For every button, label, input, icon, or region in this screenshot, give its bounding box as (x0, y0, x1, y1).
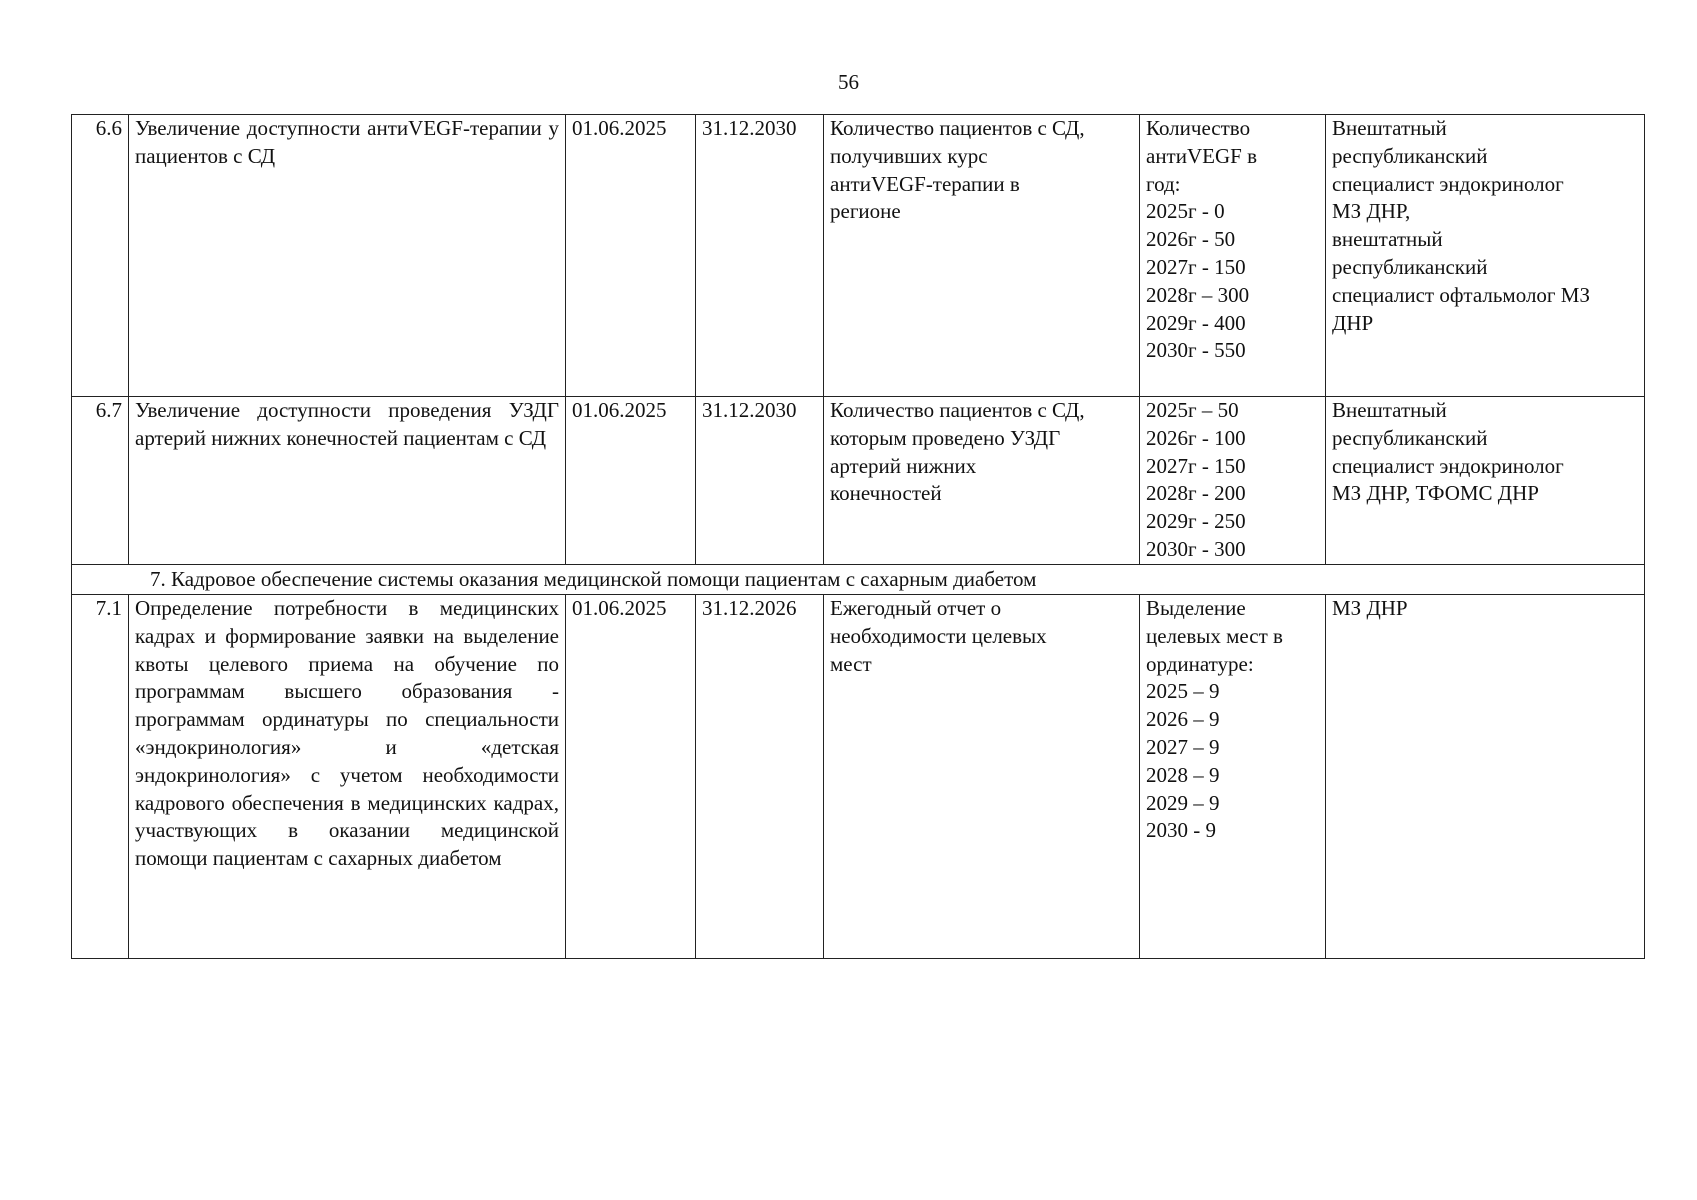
value-line: 2027г - 150 (1146, 453, 1246, 478)
value-line: 2026г - 50 (1146, 227, 1236, 252)
section-header-row (72, 565, 1645, 595)
responsible-line: республиканский (1332, 143, 1488, 168)
value-line: 2030 - 9 (1146, 818, 1216, 843)
responsible-line: МЗ ДНР, (1332, 199, 1411, 224)
value-line: 2025г – 50 (1146, 398, 1239, 422)
indicator-line: Ежегодный отчет о (830, 596, 1002, 620)
target-values-cell (1140, 115, 1326, 397)
start-date: 01.06.2025 (566, 115, 696, 397)
indicator-line: антиVEGF-терапии в (830, 171, 1020, 196)
value-line: 2029 – 9 (1146, 790, 1220, 815)
responsible-line: специалист офтальмолог МЗ (1332, 282, 1590, 307)
indicator-line: Количество пациентов с СД, (830, 116, 1085, 140)
indicator-line: получивших курс (830, 143, 988, 168)
value-line: 2027г - 150 (1146, 254, 1246, 279)
indicator-line: артерий нижних (830, 453, 977, 478)
section-title: 7. Кадровое обеспечение системы оказания медицинской помощи пациентам с сахарным диабетом (72, 565, 1645, 595)
page-number: 56 (838, 70, 859, 94)
value-line: 2029г - 400 (1146, 310, 1246, 335)
start-date: 01.06.2025 (566, 397, 696, 565)
end-date: 31.12.2030 (696, 115, 824, 397)
measure-name: Увеличение доступности проведения УЗДГ артерий нижних конечностей пациентам с СД (129, 397, 566, 565)
responsible-line: внештатный (1332, 227, 1443, 252)
responsible-line: специалист эндокринолог (1332, 453, 1564, 478)
value-line: 2030г - 300 (1146, 536, 1246, 561)
responsible-line: ДНР (1332, 310, 1374, 335)
measures-table (71, 114, 1645, 959)
responsible-cell (1326, 115, 1645, 397)
value-line: целевых мест в (1146, 623, 1283, 648)
start-date: 01.06.2025 (566, 595, 696, 959)
row-number: 6.7 (72, 397, 129, 565)
value-line: 2028г – 300 (1146, 282, 1250, 307)
measure-name: Определение потребности в медицинских кадрах и формирование заявки на выделение квоты целевого приема на обучение по программам высшего образования - программам ординатуры по специальности «эндокринология» и «детская эндокринология» с учетом необходимости кадрового обеспечения в медицинских кадрах, участвующих в оказании медицинской помощи пациентам с сахарных диабетом (129, 595, 566, 959)
responsible-line: республиканский (1332, 254, 1488, 279)
responsible-cell (1326, 397, 1645, 565)
table-row (72, 397, 1645, 565)
indicator-line: конечностей (830, 481, 942, 506)
responsible-line: МЗ ДНР, ТФОМС ДНР (1332, 481, 1539, 506)
value-line: 2026 – 9 (1146, 707, 1220, 732)
responsible-cell (1326, 595, 1645, 959)
value-line: 2025 – 9 (1146, 679, 1220, 704)
responsible-line: МЗ ДНР (1332, 596, 1408, 620)
value-line: 2026г - 100 (1146, 425, 1246, 450)
indicator-line: необходимости целевых (830, 623, 1047, 648)
value-line: антиVEGF в (1146, 143, 1257, 168)
indicator-cell (824, 397, 1140, 565)
row-number: 6.6 (72, 115, 129, 397)
responsible-line: Внештатный (1332, 116, 1447, 140)
indicator-line: Количество пациентов с СД, (830, 398, 1085, 422)
responsible-line: Внештатный (1332, 398, 1447, 422)
measure-name: Увеличение доступности антиVEGF-терапии у пациентов с СД (129, 115, 566, 397)
responsible-line: республиканский (1332, 425, 1488, 450)
indicator-line: регионе (830, 199, 901, 224)
value-line: 2028г - 200 (1146, 481, 1246, 506)
value-line: ординатуре: (1146, 651, 1254, 676)
value-line: год: (1146, 171, 1181, 196)
table-row (72, 115, 1645, 397)
indicator-cell (824, 115, 1140, 397)
end-date: 31.12.2030 (696, 397, 824, 565)
target-values-cell (1140, 397, 1326, 565)
value-line: 2029г - 250 (1146, 509, 1246, 534)
value-line: 2027 – 9 (1146, 734, 1220, 759)
indicator-line: мест (830, 651, 872, 676)
indicator-line: которым проведено УЗДГ (830, 425, 1061, 450)
table-row (72, 595, 1645, 959)
value-line: 2030г - 550 (1146, 338, 1246, 363)
responsible-line: специалист эндокринолог (1332, 171, 1564, 196)
value-line: 2025г - 0 (1146, 199, 1225, 224)
value-line: 2028 – 9 (1146, 762, 1220, 787)
row-number: 7.1 (72, 595, 129, 959)
value-line: Количество (1146, 116, 1251, 140)
value-line: Выделение (1146, 596, 1246, 620)
target-values-cell (1140, 595, 1326, 959)
end-date: 31.12.2026 (696, 595, 824, 959)
indicator-cell (824, 595, 1140, 959)
